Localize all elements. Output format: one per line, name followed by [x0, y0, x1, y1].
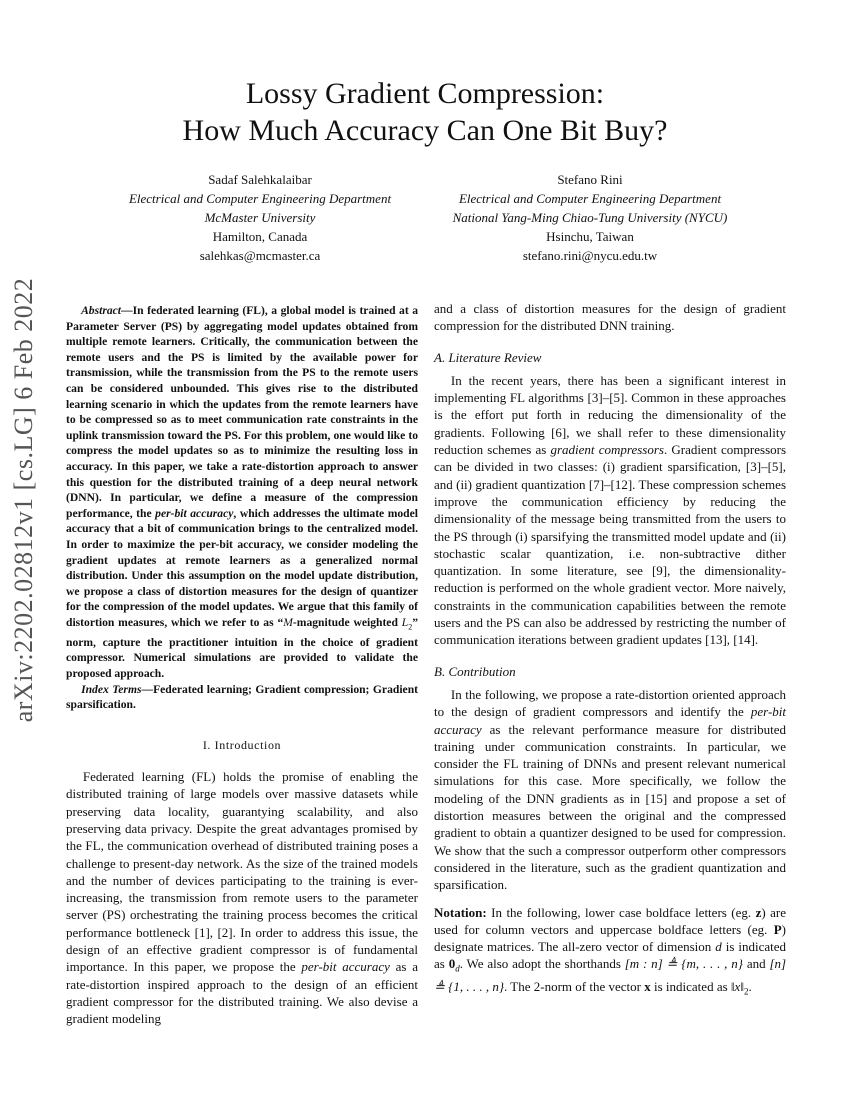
math-l: L — [401, 615, 409, 629]
intro-emphasis: per-bit accuracy — [301, 959, 390, 975]
math-m: M — [283, 615, 293, 629]
math-mn: [m : n] ≜ {m, . . . , n} — [624, 956, 743, 972]
lit-text-1: In the recent years, there has been a significant interest in implementing FL algorithms [3]–[5]. Common in these approaches is the effort put forth in reducing the dimensionality of the gradients. Following [6], we shall refer to these dimensionality reduction schemes as — [434, 372, 786, 458]
notation-text: . We also adopt the shorthands — [459, 956, 621, 972]
math-z: z — [755, 904, 762, 920]
notation-text: and — [746, 956, 766, 972]
intro-text-2: as a rate-distortion inspired approach to the design of an efficient gradient compressor for the distributed training. We also devise a gradient modeling — [66, 959, 418, 1027]
notation-text: In the following, lower case boldface letters (eg. — [491, 904, 752, 920]
notation-label: Notation: — [434, 904, 487, 920]
author-email[interactable]: stefano.rini@nycu.edu.tw — [522, 248, 658, 263]
author-name: Sadaf Salehkalaibar — [208, 172, 312, 187]
literature-paragraph — [434, 372, 786, 649]
contrib-text-2: as the relevant performance measure for distributed training under communication constraints. In particular, we consider the FL training of DNNs and present relevant numerical simulations for this case. More specifically, we follow the modeling of the DNN gradients as in [15] and propose a set of distortion measures between the original and the compressed gradient to obtain a quantizer designed to be used for compression. We show that the such a compressor outperform other compressors considered in the literature, such as the gradient quantization and sparsification. — [434, 721, 787, 893]
author-email[interactable]: salehkas@mcmaster.ca — [199, 248, 321, 263]
notation-text: is indicated as — [654, 979, 728, 995]
author-name: Stefano Rini — [557, 172, 623, 187]
intro-text-1: Federated learning (FL) holds the promise of enabling the distributed training of large models over massive datasets while preserving data locality, guarantying scalability, and also preserving data privacy. Despite the great advantages promised by the FL, the communication overhead of distributed training poses a challenge to present-day network. As the size of the trained models and the number of devices participating to the training is ever-increasing, the transmission from remote users to the parameter server (PS) orchestrating the training process becomes the critical performance bottleneck [1], [2]. In order to address this issue, the design of an effective gradient compressor is of fundamental importance. In this paper, we propose the — [66, 769, 418, 975]
abstract-label: Abstract — [81, 304, 122, 317]
math-n: [n] ≜ {1, . . . , n} — [434, 956, 787, 995]
index-terms-label: Index Terms — [81, 682, 142, 696]
notation-text: . The 2-norm of the vector — [504, 979, 641, 995]
subsection-heading-literature: A. Literature Review — [434, 349, 542, 365]
math-zero-vector: 0 — [448, 956, 456, 972]
contrib-text-1: In the following, we propose a rate-distortion oriented approach to the design of gradient compressors and identify the — [434, 686, 786, 720]
author-location: Hamilton, Canada — [212, 229, 308, 244]
subsection-heading-contribution: B. Contribution — [434, 663, 516, 679]
abstract-text-3: -magnitude weighted — [292, 615, 402, 629]
notation-paragraph — [434, 904, 786, 1002]
author-university: National Yang-Ming Chiao-Tung University (NYCU) — [452, 210, 728, 225]
lit-text-2: . Gradient compressors can be divided in two classes: (i) gradient sparsification, [3]–[5], and (ii) gradient quantization [7]–[12]. These compression schemes improve the communication efficiency by reducing the dimensionality of the message being transmitted from the users to the PS through (i) sparsifying the transmitted model update and (ii) stochastic scalar quantization, i.e. non-subtractive dither quantization. In some literature, see [9], the dimensionality-reduction is performed on the whole gradient vector. More naively, constraints in the communication capabilities between the remote users and the PS can also be addressed by restricting the number of communication iterations between gradient updates [13], [14]. — [434, 442, 787, 648]
author-dept: Electrical and Computer Engineering Department — [458, 191, 722, 206]
author-location: Hsinchu, Taiwan — [546, 229, 634, 244]
continued-paragraph: and a class of distortion measures for the design of gradient compression for the distributed DNN training. — [434, 301, 786, 334]
section-heading-introduction: I. Introduction — [202, 737, 282, 752]
math-x: x — [644, 979, 651, 995]
paper-title-line2: How Much Accuracy Can One Bit Buy? — [182, 114, 668, 147]
math-zero-sub: d — [455, 963, 460, 974]
notation-text: . — [748, 979, 752, 995]
contribution-paragraph — [434, 686, 786, 894]
math-norm-sub: 2 — [743, 986, 749, 997]
paper-title-line1: Lossy Gradient Compression: — [245, 77, 605, 110]
author-dept: Electrical and Computer Engineering Department — [128, 191, 392, 206]
math-p: P — [773, 921, 782, 937]
math-d: d — [715, 939, 722, 955]
abstract-text-2: , which addresses the ultimate model accuracy that a bit of communication brings to the centralized model. In order to maximize the per-bit accuracy, we consider modeling the gradient updates at remote learners as a generalized normal distribution. Under this assumption on the model update distribution, we propose a class of distortion measures for the design of quantizer for the compression of the model updates. We argue that this family of distortion measures, which we refer to as “ — [66, 506, 418, 629]
abstract-text-4: ” norm, capture the practitioner intuition in the choice of gradient compressor. Numerical simulations are provided to validate the proposed approach. — [66, 615, 418, 680]
abstract-text-1: In federated learning (FL), a global model is trained at a Parameter Server (PS) by aggregating model updates obtained from multiple remote learners. Critically, the communication between the remote users and the PS is limited by the available power for transmission, while the transmission from the PS to the remote users can be considered unbounded. This gives rise to the distributed learning scenario in which the updates from the remote learners have to be compressed so as to meet communication rate constraints in the uplink transmission toward the PS. For this problem, one would like to compress the model updates so as to minimize the resulting loss in accuracy. In this paper, we take a rate-distortion approach to answer this question for the distributed training of a deep neural network (DNN). In particular, we define a measure of the compression performance, the — [66, 304, 418, 520]
abstract: Abstract—In federated learning (FL), a global model is trained at a Parameter Server (PS) by aggregating model updates obtained from multiple remote learners. Critically, the communication between the remote users and the PS is limited by the available power for transmission, while the transmission from the PS to the remote users can be considered unbounded. This gives rise to the distributed learning scenario in which the updates from the remote learners have to be compressed so as to meet communication rate constraints in the uplink transmission toward the PS. For this problem, one would like to compress the model updates so as to minimize the resulting loss in accuracy. In this paper, we take a rate-distortion approach to answer this question for the distributed training of a deep neural network (DNN). In particular, we define a measure of the compression performance, the per-bit accuracy, which addresses the ultimate model accuracy that a bit of communication brings to the centralized model. In order to maximize the per-bit accuracy, we consider modeling the gradient updates at remote learners as a generalized normal distribution. Under this assumption on the model update distribution, we propose a class of distortion measures for the design of quantizer for the compression of the model updates. We argue that this family of distortion measures, which we refer to as “M-magnitude weighted $L_2$” norm, capture the practitioner intuition in the choice of gradient compressor. Numerical simulations are provided to validate the proposed approach. Index Terms—Federated learning; Gradient compression; Gradient sparsification. — [66, 304, 418, 712]
left-column — [66, 303, 418, 1028]
lit-emphasis: gradient compressors — [550, 442, 664, 458]
notation-text: ) are used for column vectors and uppercase boldface letters (eg. — [434, 904, 787, 937]
intro-paragraph — [66, 768, 418, 1027]
right-column — [434, 300, 786, 1001]
abstract-emphasis: per-bit accuracy — [155, 506, 234, 520]
author-university: McMaster University — [204, 210, 316, 225]
notation-text: is indicated as — [434, 939, 786, 972]
contrib-emphasis: per-bit accuracy — [434, 704, 787, 737]
author-block-2 — [390, 170, 790, 265]
arxiv-stamp-text: arXiv:2202.02812v1 [cs.LG] 6 Feb 2022 — [9, 277, 38, 723]
arxiv-stamp — [4, 250, 44, 750]
notation-text: ) designate matrices. The all-zero vector of dimension — [434, 921, 786, 955]
math-norm: ‖x‖ — [730, 979, 744, 995]
math-l-sub: 2 — [408, 622, 413, 632]
index-terms-text: Federated learning; Gradient compression; Gradient sparsification. — [66, 682, 418, 712]
